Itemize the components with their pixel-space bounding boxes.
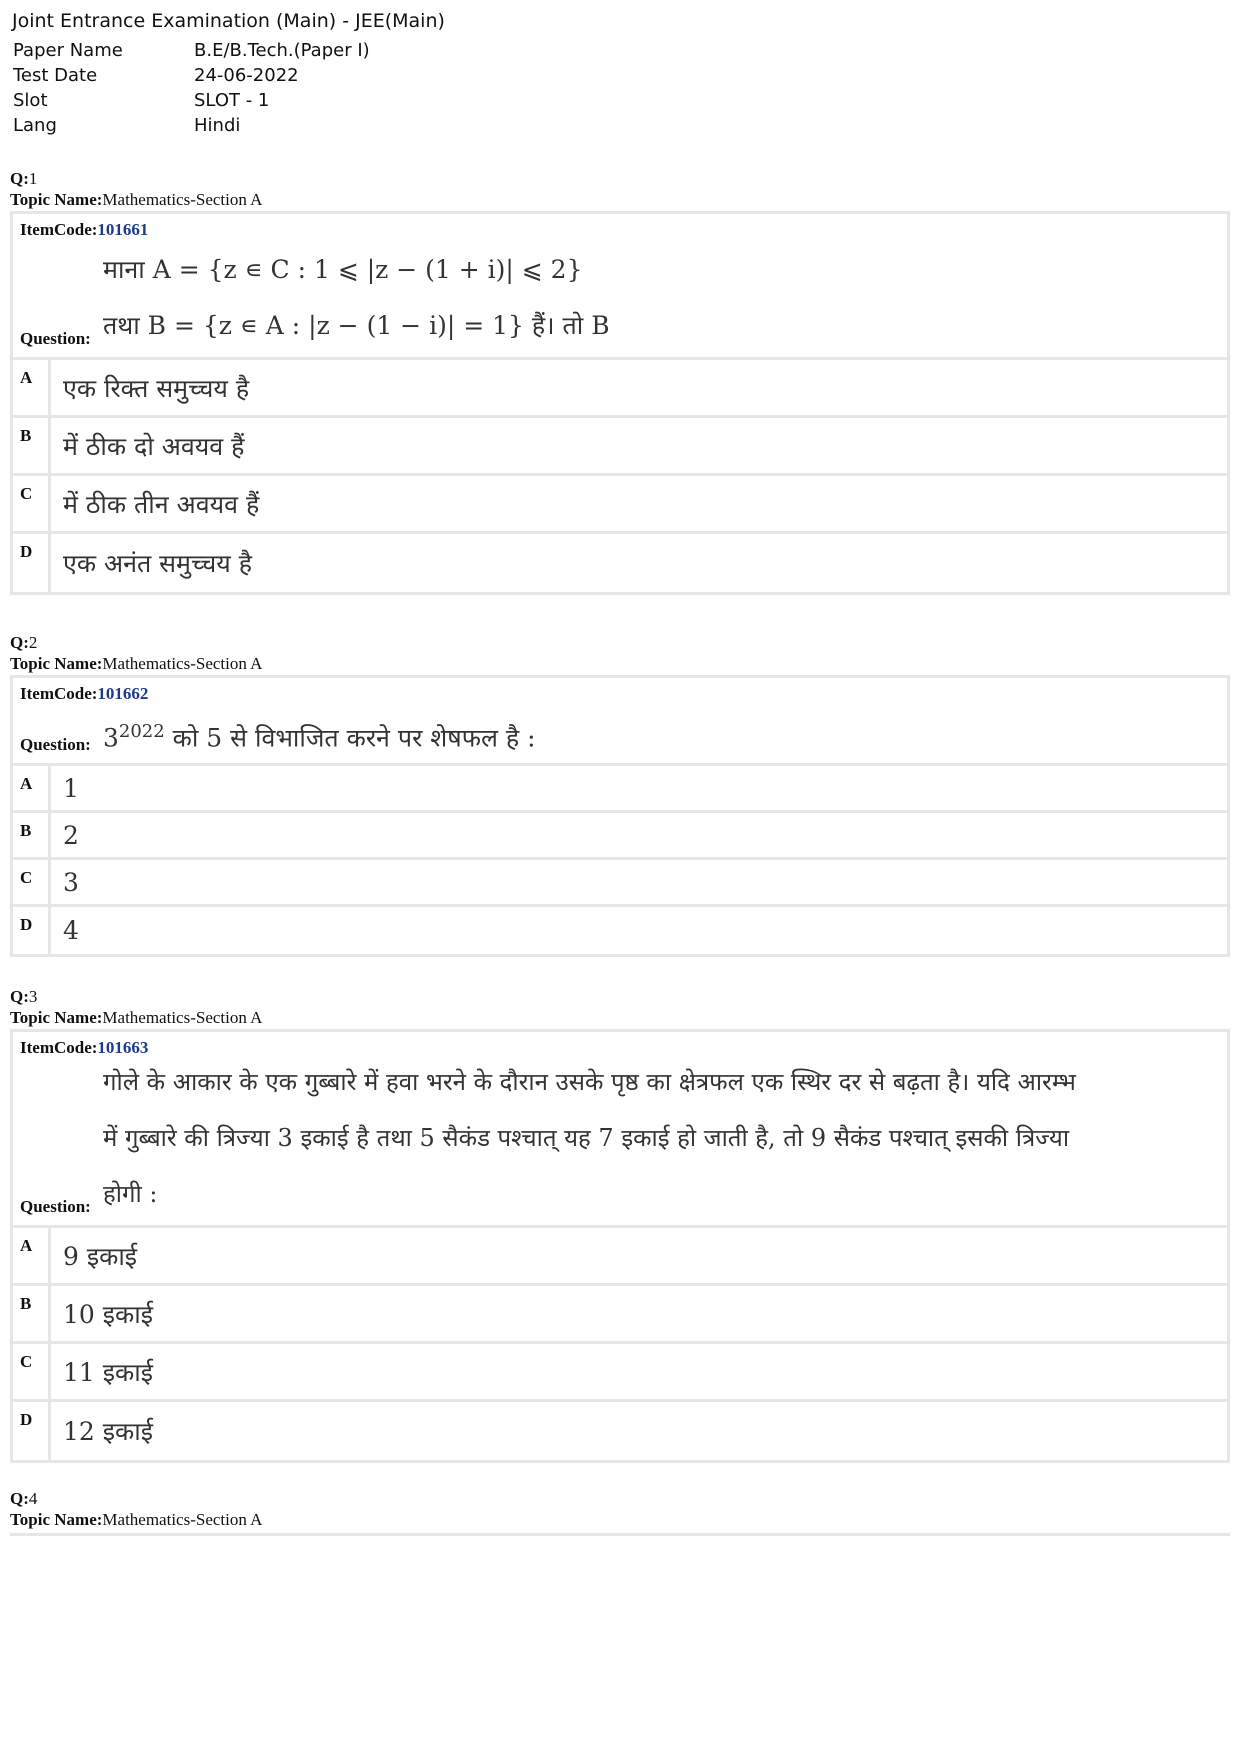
option-text: एक अनंत समुच्चय है xyxy=(63,549,253,578)
option-key: B xyxy=(13,1286,51,1341)
option-text: 3 xyxy=(63,867,79,897)
meta-key: Paper Name xyxy=(13,40,123,61)
question-block-4 xyxy=(10,1488,1230,1536)
power-base: 3 xyxy=(103,723,119,753)
question-line: तथा B = {z ∊ A : |z − (1 − i)| = 1} हैं। तो B xyxy=(103,311,610,340)
topic-name: Topic Name:Mathematics-Section A xyxy=(10,654,263,673)
option-key: D xyxy=(13,1402,51,1460)
option-row[interactable] xyxy=(13,476,1227,534)
option-key: B xyxy=(13,418,51,473)
meta-row xyxy=(12,38,370,63)
question-box-top-border xyxy=(10,1533,1230,1536)
option-row[interactable] xyxy=(13,534,1227,592)
option-key: A xyxy=(13,1228,51,1283)
meta-key: Test Date xyxy=(13,65,98,86)
option-text: 2 xyxy=(63,820,79,850)
option-text: में ठीक दो अवयव हैं xyxy=(63,431,245,461)
question-block-1 xyxy=(10,168,1230,595)
question-line: गोले के आकार के एक गुब्बारे में हवा भरने के दौरान उसके पृष्ठ का क्षेत्रफल एक स्थिर दर से बढ़ता है। यदि आरम्भ xyxy=(103,1068,1076,1096)
page-header xyxy=(12,10,445,138)
topic-name: Topic Name:Mathematics-Section A xyxy=(10,1510,263,1529)
question-line xyxy=(103,712,1217,758)
option-row[interactable] xyxy=(13,418,1227,476)
topic-name: Topic Name:Mathematics-Section A xyxy=(10,190,263,209)
option-text: 11 इकाई xyxy=(63,1357,153,1387)
option-text: एक रिक्त समुच्चय है xyxy=(63,373,250,403)
option-key: B xyxy=(13,813,51,857)
meta-row xyxy=(12,63,370,88)
topic-name: Topic Name:Mathematics-Section A xyxy=(10,1008,263,1027)
option-row[interactable] xyxy=(13,766,1227,813)
meta-value: B.E/B.Tech.(Paper I) xyxy=(194,40,370,61)
option-text: में ठीक तीन अवयव हैं xyxy=(63,489,260,519)
option-key: A xyxy=(13,766,51,810)
option-key: D xyxy=(13,907,51,954)
meta-value: Hindi xyxy=(194,115,241,136)
question-block-2 xyxy=(10,632,1230,957)
question-row xyxy=(13,214,1227,360)
option-key: A xyxy=(13,360,51,415)
exam-title: Joint Entrance Examination (Main) - JEE(Main) xyxy=(12,10,445,32)
question-text xyxy=(103,1054,1217,1222)
meta-row xyxy=(12,113,370,138)
option-key: D xyxy=(13,534,51,592)
option-row[interactable] xyxy=(13,1228,1227,1286)
meta-row xyxy=(12,88,370,113)
question-rest: को 5 से विभाजित करने पर शेषफल है : xyxy=(164,723,536,753)
meta-key: Lang xyxy=(13,115,57,136)
option-row[interactable] xyxy=(13,360,1227,418)
question-text xyxy=(103,242,1217,354)
meta-key: Slot xyxy=(13,90,48,111)
question-block-3 xyxy=(10,986,1230,1463)
option-text: 10 इकाई xyxy=(63,1299,153,1329)
question-row xyxy=(13,678,1227,766)
question-line: माना A = {z ∊ C : 1 ⩽ |z − (1 + i)| ⩽ 2} xyxy=(103,255,583,284)
question-line: होगी : xyxy=(103,1180,158,1208)
option-row[interactable] xyxy=(13,907,1227,954)
option-text: 9 इकाई xyxy=(63,1241,138,1271)
power-exponent: 2022 xyxy=(118,721,165,742)
question-number: Q:2 xyxy=(10,633,38,652)
question-number: Q:1 xyxy=(10,169,38,188)
question-number: Q:3 xyxy=(10,987,38,1006)
question-row xyxy=(13,1032,1227,1228)
option-row[interactable] xyxy=(13,1402,1227,1460)
item-code: ItemCode:101661 xyxy=(20,220,149,239)
option-key: C xyxy=(13,860,51,904)
option-text: 12 इकाई xyxy=(63,1417,153,1446)
option-text: 1 xyxy=(63,773,79,803)
option-text: 4 xyxy=(63,916,79,945)
meta-value: 24-06-2022 xyxy=(194,65,299,86)
option-row[interactable] xyxy=(13,860,1227,907)
question-number: Q:4 xyxy=(10,1489,38,1508)
question-box xyxy=(10,675,1230,957)
question-label: Question: xyxy=(20,735,91,754)
question-text xyxy=(103,712,1217,758)
option-key: C xyxy=(13,1344,51,1399)
item-code: ItemCode:101662 xyxy=(20,684,149,703)
option-key: C xyxy=(13,476,51,531)
option-row[interactable] xyxy=(13,1344,1227,1402)
meta-value: SLOT - 1 xyxy=(194,90,270,111)
question-label: Question: xyxy=(20,1197,91,1216)
option-row[interactable] xyxy=(13,813,1227,860)
item-code: ItemCode:101663 xyxy=(20,1038,149,1057)
question-box xyxy=(10,1029,1230,1463)
option-row[interactable] xyxy=(13,1286,1227,1344)
question-label: Question: xyxy=(20,329,91,348)
question-line: में गुब्बारे की त्रिज्या 3 इकाई है तथा 5 सैकंड पश्चात् यह 7 इकाई हो जाती है, तो 9 सैकंड पश्चात् इसकी त्रिज्या xyxy=(103,1124,1070,1152)
paper-meta-table xyxy=(12,38,370,138)
question-box xyxy=(10,211,1230,595)
